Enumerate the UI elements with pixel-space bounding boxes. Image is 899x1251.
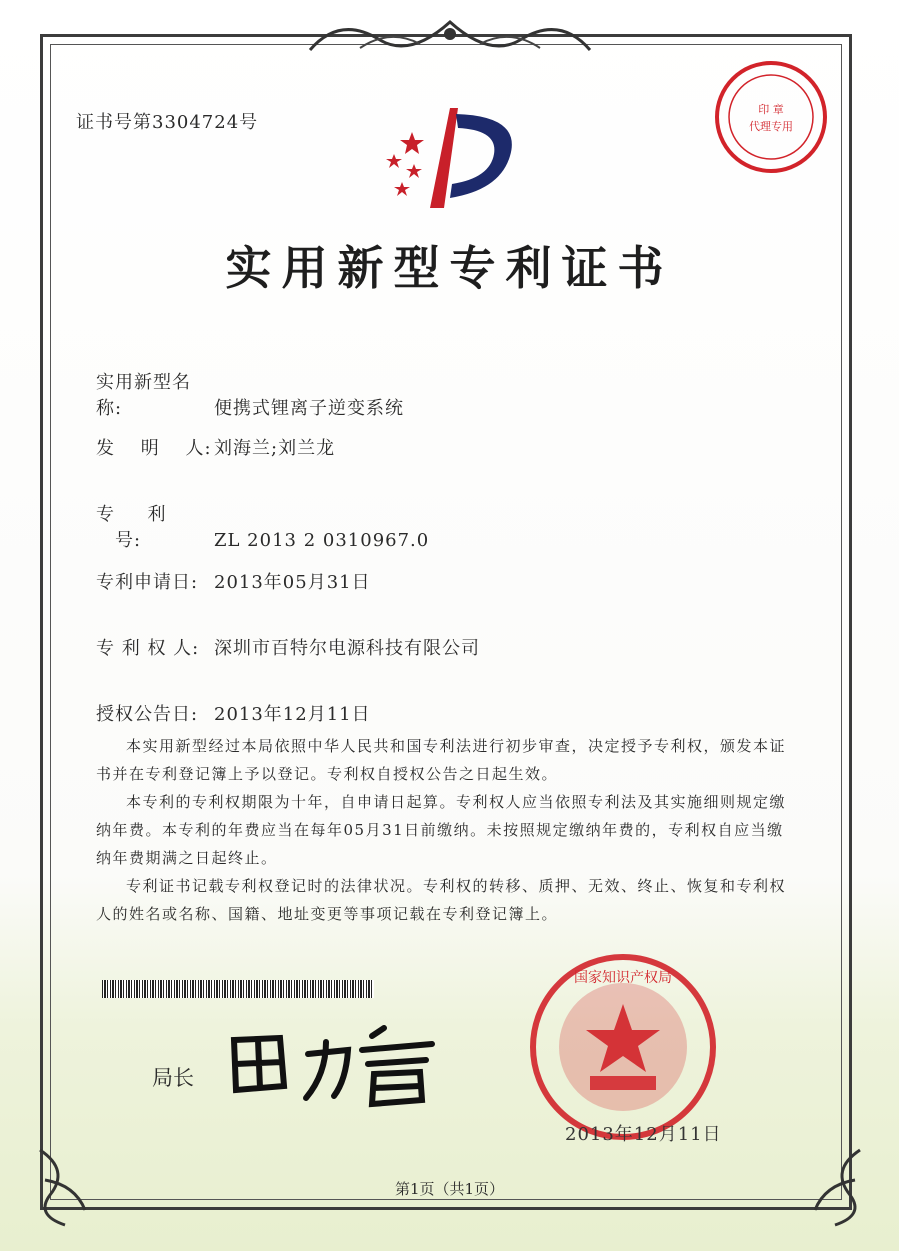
field-value: 刘海兰;刘兰龙: [214, 438, 336, 459]
field-value: 2013年05月31日: [214, 572, 371, 593]
body-paragraph: 专利证书记载专利权登记时的法律状况。专利权的转移、质押、无效、终止、恢复和专利权人的姓名或名称、国籍、地址变更等事项记载在专利登记簿上。: [96, 877, 787, 923]
body-paragraph: 本实用新型经过本局依照中华人民共和国专利法进行初步审查，决定授予专利权，颁发本证书并在专利登记簿上予以登记。专利权自授权公告之日起生效。: [96, 737, 787, 783]
page-footer: 第1页（共1页）: [394, 1180, 505, 1198]
field-value: 便携式锂离子逆变系统: [214, 398, 404, 419]
field-patent-number: [96, 500, 429, 552]
seal-date: 2013年12月11日: [565, 1124, 722, 1145]
barcode: [102, 980, 374, 998]
field-value: 2013年12月11日: [214, 704, 371, 725]
national-ip-office-seal: [528, 952, 718, 1142]
agency-seal: [712, 58, 830, 176]
certificate-title: 实用新型专利证书: [225, 241, 674, 295]
field-label: 实用新型名称:: [96, 372, 191, 419]
field-grant-date: [96, 700, 371, 726]
director-signature: [222, 1020, 452, 1110]
svg-text:代理专用: 代理专用: [749, 120, 793, 133]
field-label: 专 利 号:: [96, 504, 167, 551]
field-value: 深圳市百特尔电源科技有限公司: [214, 638, 480, 659]
patent-office-emblem: [372, 104, 522, 214]
field-patentee: [96, 634, 480, 660]
top-ornament: [300, 10, 600, 58]
field-application-date: [96, 568, 371, 594]
field-label: 授权公告日:: [96, 704, 199, 725]
field-utility-name: [96, 368, 404, 420]
field-label: 专利申请日:: [96, 572, 199, 593]
svg-text:国家知识产权局: 国家知识产权局: [574, 970, 672, 986]
field-value: ZL 2013 2 0310967.0: [214, 530, 430, 551]
field-label: 发 明 人:: [96, 438, 212, 459]
certificate-number: 证书号第3304724号: [76, 112, 259, 133]
director-label: 局长: [152, 1066, 194, 1090]
field-inventors: [96, 434, 335, 460]
certificate-body: [96, 732, 786, 928]
svg-text:印 章: 印 章: [758, 103, 784, 116]
body-paragraph: 本专利的专利权期限为十年，自申请日起算。专利权人应当依照专利法及其实施细则规定缴纳年费。本专利的年费应当在每年05月31日前缴纳。未按照规定缴纳年费的，专利权自应当缴纳年费期满之日起终止。: [96, 793, 787, 867]
field-label: 专 利 权 人:: [96, 638, 200, 659]
